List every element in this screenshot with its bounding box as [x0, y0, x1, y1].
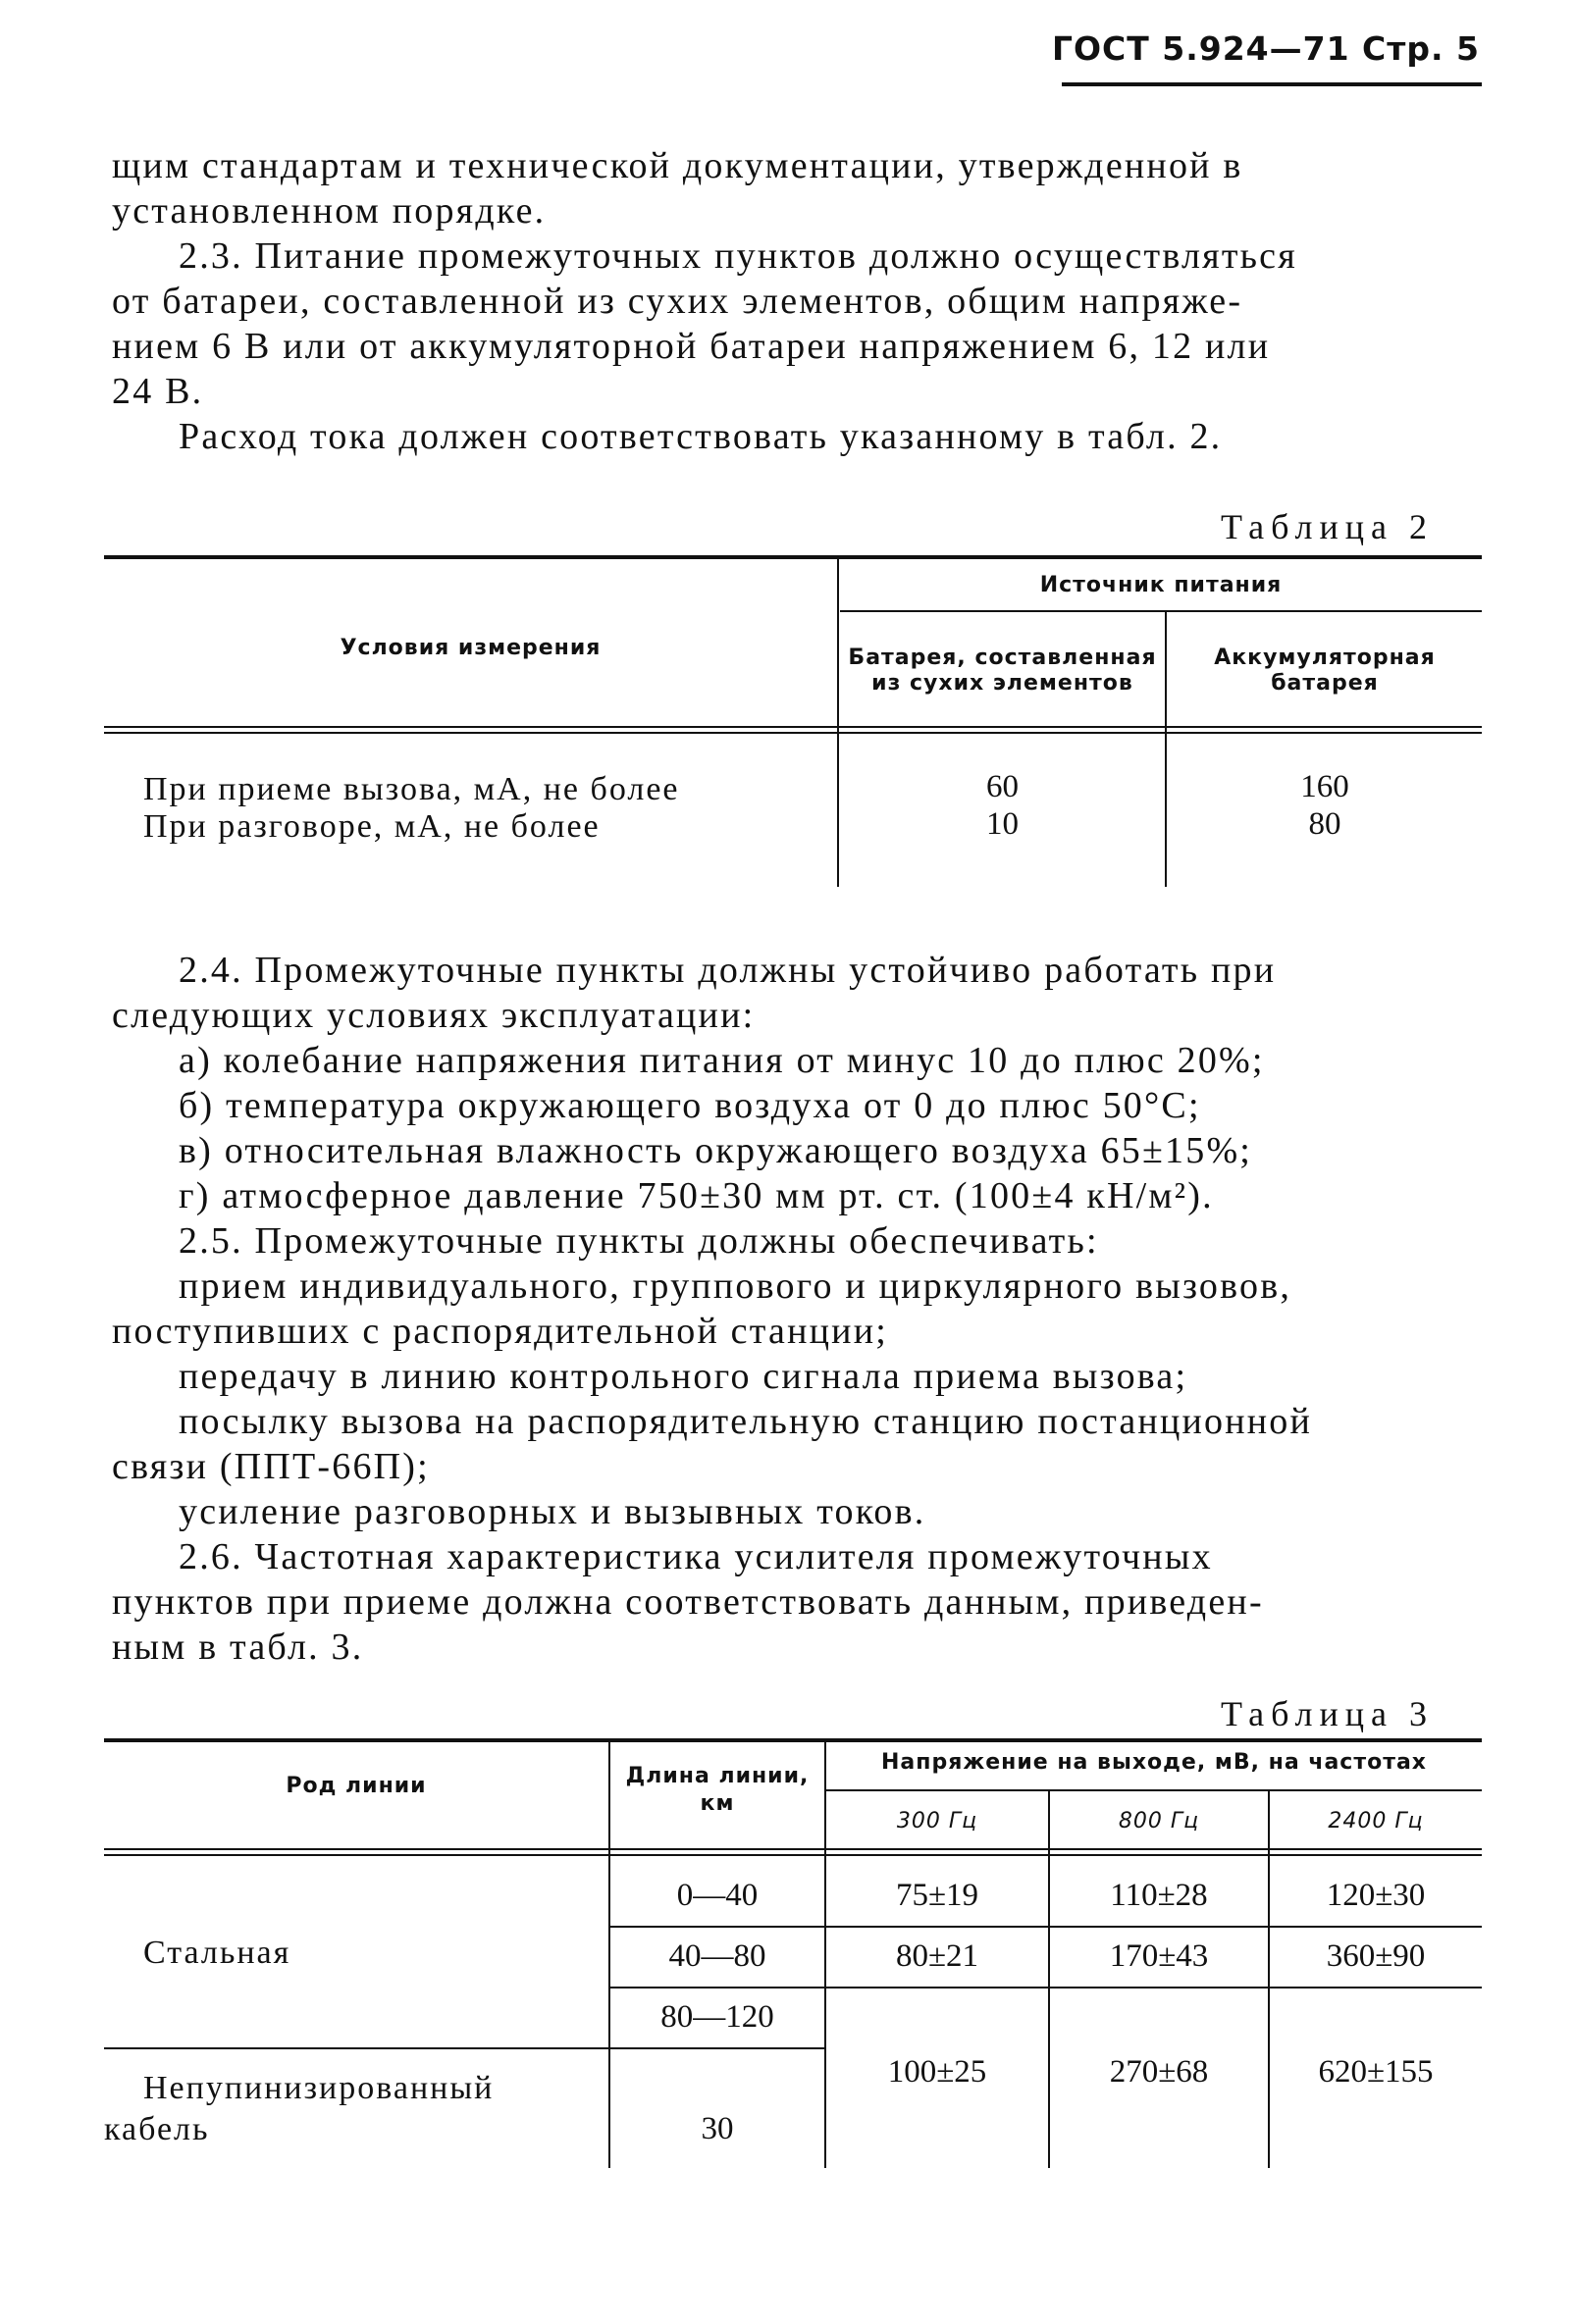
table2-header-accum-1: Аккумуляторная — [1214, 646, 1436, 670]
text-line: от батареи, составленной из сухих элементов, общим напряже- — [112, 281, 1243, 322]
table2-row-accum: 160 — [1300, 769, 1349, 804]
table3-line-type: кабель — [104, 2111, 210, 2147]
table2-header-condition: Условия измерения — [340, 636, 602, 660]
table3-length: 0—40 — [676, 1878, 759, 1913]
text-line: прием индивидуального, группового и циркулярного вызовов, — [179, 1265, 1292, 1307]
table3-header-length-1: Длина линии, — [625, 1764, 810, 1788]
table2-row-battery: 10 — [986, 806, 1019, 842]
text-line: усиление разговорных и вызывных токов. — [179, 1491, 926, 1532]
table3-value: 360±90 — [1326, 1938, 1426, 1974]
table2-header-battery-1: Батарея, составленная — [848, 646, 1157, 670]
page-header: ГОСТ 5.924—71 Стр. 5 — [1051, 29, 1480, 68]
table3-header-length-2: км — [700, 1791, 735, 1816]
table3-value: 120±30 — [1326, 1878, 1426, 1913]
table2-row-battery: 60 — [986, 769, 1019, 804]
text-line: 2.5. Промежуточные пункты должны обеспечивать: — [179, 1220, 1099, 1262]
table3-line-type: Стальная — [143, 1935, 291, 1971]
table3-value: 80±21 — [895, 1938, 979, 1974]
text-line: пунктов при приеме должна соответствовать данным, приведен- — [112, 1581, 1264, 1623]
text-line: нием 6 В или от аккумуляторной батареи напряжением 6, 12 или — [112, 326, 1271, 367]
table3-header-freq: 300 Гц — [896, 1809, 978, 1833]
text-line: а) колебание напряжения питания от минус 10 до плюс 20%; — [179, 1040, 1265, 1081]
table3-header-type: Род линии — [286, 1774, 427, 1798]
table2-row-condition: При разговоре, мА, не более — [143, 808, 601, 845]
table2-row-accum: 80 — [1308, 806, 1341, 842]
table2-header-source: Источник питания — [1039, 573, 1283, 597]
text-line: 2.4. Промежуточные пункты должны устойчиво работать при — [179, 950, 1277, 991]
table3-value: 75±19 — [895, 1878, 979, 1913]
table2-caption: Таблица 2 — [1221, 507, 1434, 546]
text-line: следующих условиях эксплуатации: — [112, 995, 756, 1036]
table2-header-accum-2: батарея — [1271, 671, 1379, 696]
table3-value: 270±68 — [1109, 2054, 1209, 2090]
header-rule — [1062, 82, 1482, 86]
table2-header-battery-2: из сухих элементов — [871, 671, 1133, 696]
text-line: б) температура окружающего воздуха от 0 до плюс 50°С; — [179, 1085, 1201, 1126]
table3-length: 40—80 — [668, 1938, 766, 1974]
text-line: связи (ППТ-66П); — [112, 1446, 430, 1487]
text-line: установленном порядке. — [112, 190, 547, 232]
table3-header-freq: 2400 Гц — [1328, 1809, 1424, 1833]
table3-length: 80—120 — [660, 1999, 774, 2035]
table3-value: 170±43 — [1109, 1938, 1209, 1974]
text-line: 2.3. Питание промежуточных пунктов должно осуществляться — [179, 235, 1297, 277]
table3-caption: Таблица 3 — [1221, 1694, 1434, 1733]
table3-line-type: Непупинизированный — [143, 2070, 495, 2106]
text-line: Расход тока должен соответствовать указанному в табл. 2. — [179, 416, 1223, 457]
table3-value: 100±25 — [887, 2054, 987, 2090]
table3-value: 110±28 — [1110, 1878, 1208, 1913]
text-line: 24 В. — [112, 371, 204, 412]
text-line: ным в табл. 3. — [112, 1627, 364, 1668]
table3-length: 30 — [701, 2111, 734, 2146]
table2-row-condition: При приеме вызова, мА, не более — [143, 771, 680, 807]
text-line: 2.6. Частотная характеристика усилителя промежуточных — [179, 1536, 1213, 1577]
text-line: в) относительная влажность окружающего воздуха 65±15%; — [179, 1130, 1253, 1171]
text-line: щим стандартам и технической документации, утвержденной в — [112, 145, 1243, 186]
text-line: г) атмосферное давление 750±30 мм рт. ст. (100±4 кН/м²). — [179, 1175, 1214, 1216]
text-line: передачу в линию контрольного сигнала приема вызова; — [179, 1356, 1188, 1397]
text-line: посылку вызова на распорядительную станцию постанционной — [179, 1401, 1313, 1442]
text-line: поступивших с распорядительной станции; — [112, 1311, 888, 1352]
table3-value: 620±155 — [1318, 2054, 1434, 2090]
table3-header-freq: 800 Гц — [1118, 1809, 1200, 1833]
table3-header-voltage: Напряжение на выходе, мВ, на частотах — [881, 1750, 1427, 1775]
